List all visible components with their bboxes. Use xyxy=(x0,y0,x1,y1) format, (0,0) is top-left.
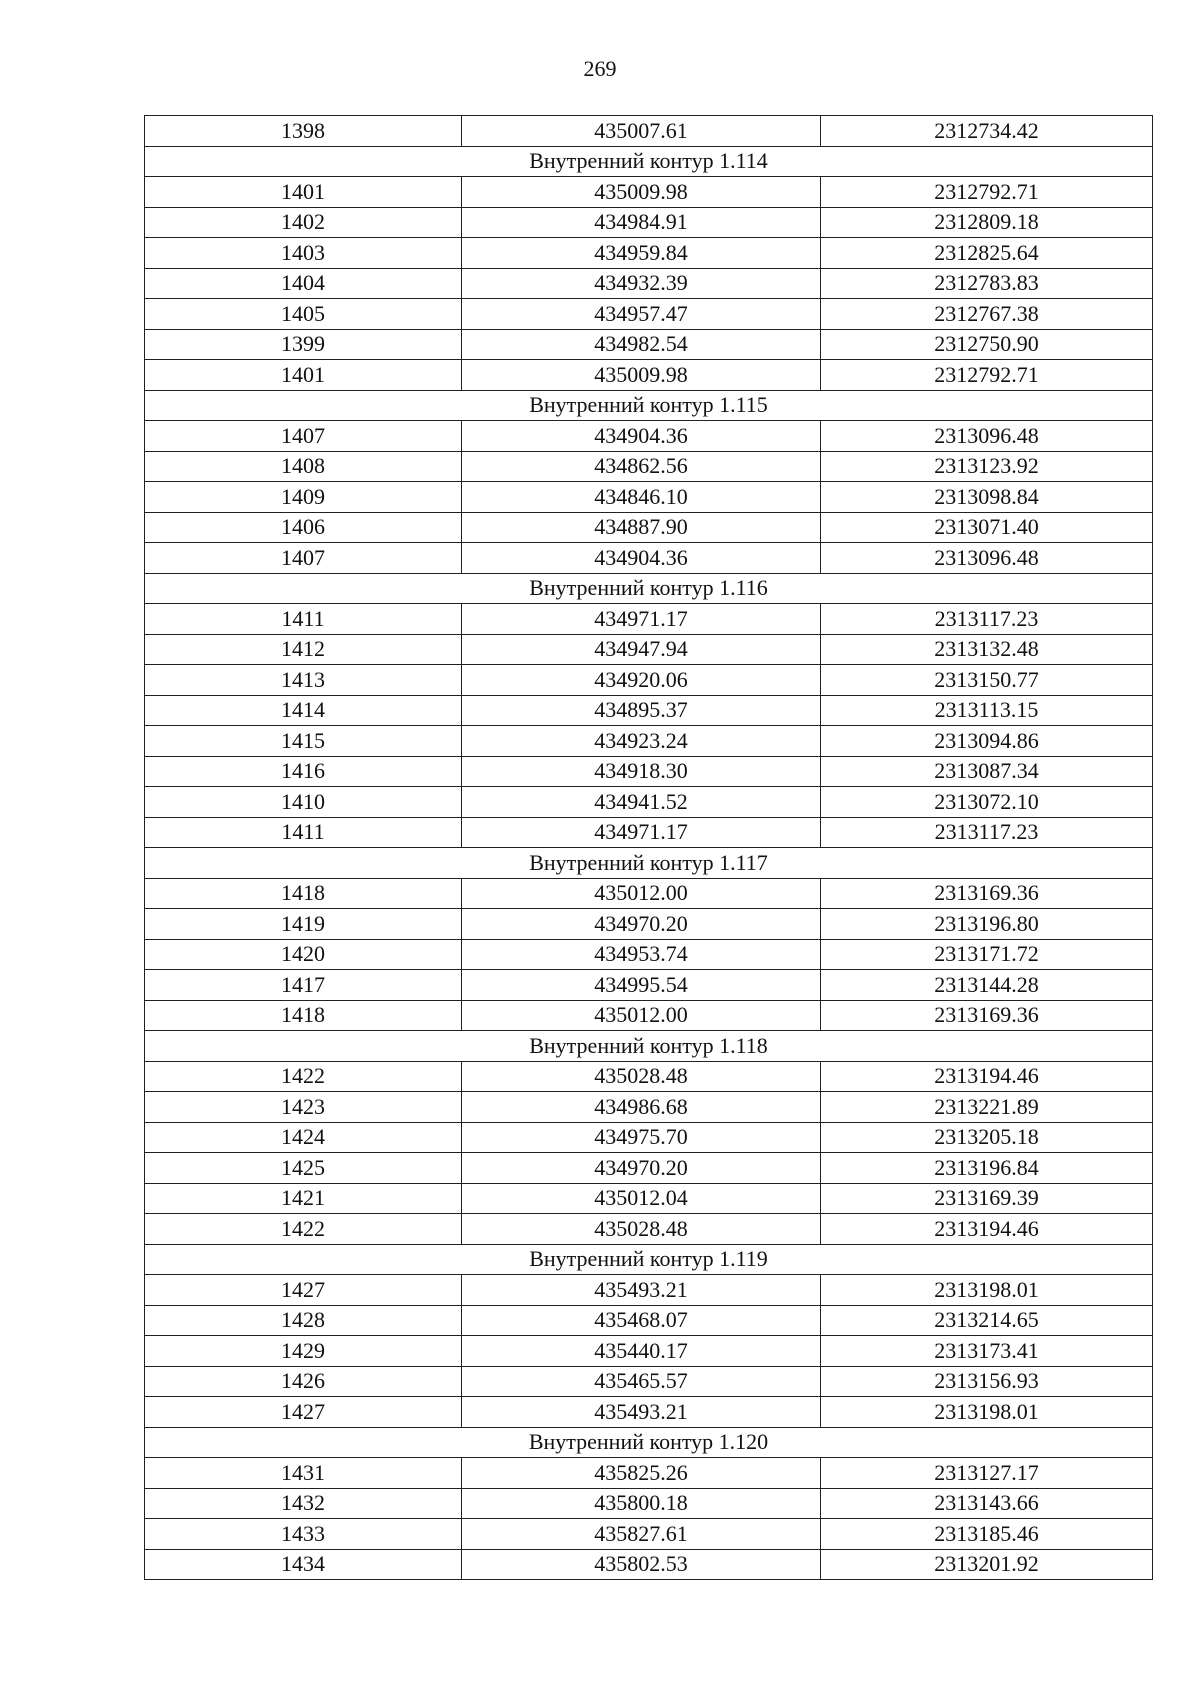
contour-header-row xyxy=(145,1427,1153,1458)
y-coordinate-cell: 2313087.34 xyxy=(821,756,1153,787)
table-row xyxy=(145,1397,1153,1428)
y-coordinate-cell: 2313169.36 xyxy=(821,878,1153,909)
y-coordinate-cell: 2313150.77 xyxy=(821,665,1153,696)
table-row xyxy=(145,756,1153,787)
x-coordinate-cell: 434932.39 xyxy=(462,268,821,299)
x-coordinate-cell: 434918.30 xyxy=(462,756,821,787)
point-number-cell: 1412 xyxy=(145,634,462,665)
y-coordinate-cell: 2313143.66 xyxy=(821,1488,1153,1519)
point-number-cell: 1420 xyxy=(145,939,462,970)
table-row xyxy=(145,360,1153,391)
x-coordinate-cell: 435802.53 xyxy=(462,1549,821,1580)
point-number-cell: 1421 xyxy=(145,1183,462,1214)
x-coordinate-cell: 435493.21 xyxy=(462,1275,821,1306)
point-number-cell: 1427 xyxy=(145,1275,462,1306)
y-coordinate-cell: 2313156.93 xyxy=(821,1366,1153,1397)
y-coordinate-cell: 2313096.48 xyxy=(821,543,1153,574)
table-row xyxy=(145,1488,1153,1519)
y-coordinate-cell: 2313198.01 xyxy=(821,1275,1153,1306)
x-coordinate-cell: 434862.56 xyxy=(462,451,821,482)
x-coordinate-cell: 435009.98 xyxy=(462,177,821,208)
point-number-cell: 1429 xyxy=(145,1336,462,1367)
page-number: 269 xyxy=(583,56,617,81)
point-number-cell: 1434 xyxy=(145,1549,462,1580)
table-row xyxy=(145,238,1153,269)
point-number-cell: 1432 xyxy=(145,1488,462,1519)
table-row xyxy=(145,909,1153,940)
coordinates-table-body xyxy=(145,116,1153,1580)
point-number-cell: 1425 xyxy=(145,1153,462,1184)
y-coordinate-cell: 2313123.92 xyxy=(821,451,1153,482)
table-row xyxy=(145,970,1153,1001)
table-row xyxy=(145,207,1153,238)
table-row xyxy=(145,329,1153,360)
y-coordinate-cell: 2312783.83 xyxy=(821,268,1153,299)
y-coordinate-cell: 2313198.01 xyxy=(821,1397,1153,1428)
y-coordinate-cell: 2313201.92 xyxy=(821,1549,1153,1580)
contour-header-row xyxy=(145,573,1153,604)
point-number-cell: 1433 xyxy=(145,1519,462,1550)
point-number-cell: 1399 xyxy=(145,329,462,360)
y-coordinate-cell: 2313169.36 xyxy=(821,1000,1153,1031)
point-number-cell: 1423 xyxy=(145,1092,462,1123)
x-coordinate-cell: 434887.90 xyxy=(462,512,821,543)
x-coordinate-cell: 435440.17 xyxy=(462,1336,821,1367)
x-coordinate-cell: 434920.06 xyxy=(462,665,821,696)
x-coordinate-cell: 434975.70 xyxy=(462,1122,821,1153)
x-coordinate-cell: 435493.21 xyxy=(462,1397,821,1428)
table-row xyxy=(145,1092,1153,1123)
y-coordinate-cell: 2313071.40 xyxy=(821,512,1153,543)
point-number-cell: 1426 xyxy=(145,1366,462,1397)
contour-header-row xyxy=(145,1031,1153,1062)
contour-title: Внутренний контур 1.118 xyxy=(145,1031,1153,1062)
table-row xyxy=(145,726,1153,757)
contour-header-row xyxy=(145,146,1153,177)
y-coordinate-cell: 2313094.86 xyxy=(821,726,1153,757)
contour-header-row xyxy=(145,1244,1153,1275)
x-coordinate-cell: 434971.17 xyxy=(462,817,821,848)
y-coordinate-cell: 2313171.72 xyxy=(821,939,1153,970)
contour-title: Внутренний контур 1.115 xyxy=(145,390,1153,421)
x-coordinate-cell: 434904.36 xyxy=(462,543,821,574)
contour-title: Внутренний контур 1.116 xyxy=(145,573,1153,604)
x-coordinate-cell: 434959.84 xyxy=(462,238,821,269)
table-row xyxy=(145,1305,1153,1336)
y-coordinate-cell: 2313117.23 xyxy=(821,817,1153,848)
point-number-cell: 1409 xyxy=(145,482,462,513)
y-coordinate-cell: 2313194.46 xyxy=(821,1214,1153,1245)
y-coordinate-cell: 2313096.48 xyxy=(821,421,1153,452)
y-coordinate-cell: 2313098.84 xyxy=(821,482,1153,513)
table-row xyxy=(145,543,1153,574)
y-coordinate-cell: 2312750.90 xyxy=(821,329,1153,360)
contour-title: Внутренний контур 1.119 xyxy=(145,1244,1153,1275)
y-coordinate-cell: 2312825.64 xyxy=(821,238,1153,269)
table-row xyxy=(145,1366,1153,1397)
table-row xyxy=(145,299,1153,330)
point-number-cell: 1411 xyxy=(145,604,462,635)
point-number-cell: 1410 xyxy=(145,787,462,818)
x-coordinate-cell: 434904.36 xyxy=(462,421,821,452)
table-row xyxy=(145,177,1153,208)
point-number-cell: 1418 xyxy=(145,878,462,909)
point-number-cell: 1422 xyxy=(145,1061,462,1092)
x-coordinate-cell: 434846.10 xyxy=(462,482,821,513)
x-coordinate-cell: 434970.20 xyxy=(462,909,821,940)
table-row xyxy=(145,451,1153,482)
x-coordinate-cell: 434971.17 xyxy=(462,604,821,635)
table-row xyxy=(145,1458,1153,1489)
table-row xyxy=(145,116,1153,147)
x-coordinate-cell: 434947.94 xyxy=(462,634,821,665)
table-row xyxy=(145,665,1153,696)
table-row xyxy=(145,1214,1153,1245)
table-row xyxy=(145,878,1153,909)
y-coordinate-cell: 2312792.71 xyxy=(821,360,1153,391)
point-number-cell: 1418 xyxy=(145,1000,462,1031)
point-number-cell: 1428 xyxy=(145,1305,462,1336)
point-number-cell: 1406 xyxy=(145,512,462,543)
y-coordinate-cell: 2313173.41 xyxy=(821,1336,1153,1367)
point-number-cell: 1398 xyxy=(145,116,462,147)
table-row xyxy=(145,817,1153,848)
y-coordinate-cell: 2313113.15 xyxy=(821,695,1153,726)
y-coordinate-cell: 2312792.71 xyxy=(821,177,1153,208)
y-coordinate-cell: 2312734.42 xyxy=(821,116,1153,147)
x-coordinate-cell: 434984.91 xyxy=(462,207,821,238)
point-number-cell: 1404 xyxy=(145,268,462,299)
x-coordinate-cell: 435009.98 xyxy=(462,360,821,391)
y-coordinate-cell: 2313196.80 xyxy=(821,909,1153,940)
coordinates-table xyxy=(144,115,1153,1580)
x-coordinate-cell: 434941.52 xyxy=(462,787,821,818)
point-number-cell: 1419 xyxy=(145,909,462,940)
x-coordinate-cell: 434957.47 xyxy=(462,299,821,330)
x-coordinate-cell: 434923.24 xyxy=(462,726,821,757)
y-coordinate-cell: 2313117.23 xyxy=(821,604,1153,635)
contour-title: Внутренний контур 1.117 xyxy=(145,848,1153,879)
x-coordinate-cell: 434982.54 xyxy=(462,329,821,360)
table-row xyxy=(145,1153,1153,1184)
table-row xyxy=(145,1183,1153,1214)
x-coordinate-cell: 435825.26 xyxy=(462,1458,821,1489)
table-row xyxy=(145,1122,1153,1153)
table-row xyxy=(145,1275,1153,1306)
point-number-cell: 1413 xyxy=(145,665,462,696)
point-number-cell: 1424 xyxy=(145,1122,462,1153)
y-coordinate-cell: 2313194.46 xyxy=(821,1061,1153,1092)
x-coordinate-cell: 435012.00 xyxy=(462,878,821,909)
y-coordinate-cell: 2312767.38 xyxy=(821,299,1153,330)
contour-title: Внутренний контур 1.120 xyxy=(145,1427,1153,1458)
x-coordinate-cell: 434953.74 xyxy=(462,939,821,970)
contour-header-row xyxy=(145,390,1153,421)
x-coordinate-cell: 435465.57 xyxy=(462,1366,821,1397)
y-coordinate-cell: 2313072.10 xyxy=(821,787,1153,818)
table-row xyxy=(145,512,1153,543)
table-row xyxy=(145,634,1153,665)
point-number-cell: 1411 xyxy=(145,817,462,848)
table-row xyxy=(145,1336,1153,1367)
y-coordinate-cell: 2313221.89 xyxy=(821,1092,1153,1123)
table-row xyxy=(145,695,1153,726)
y-coordinate-cell: 2313144.28 xyxy=(821,970,1153,1001)
point-number-cell: 1408 xyxy=(145,451,462,482)
point-number-cell: 1415 xyxy=(145,726,462,757)
contour-header-row xyxy=(145,848,1153,879)
y-coordinate-cell: 2313132.48 xyxy=(821,634,1153,665)
table-row xyxy=(145,482,1153,513)
x-coordinate-cell: 434995.54 xyxy=(462,970,821,1001)
table-row xyxy=(145,939,1153,970)
point-number-cell: 1427 xyxy=(145,1397,462,1428)
y-coordinate-cell: 2313169.39 xyxy=(821,1183,1153,1214)
x-coordinate-cell: 435012.04 xyxy=(462,1183,821,1214)
point-number-cell: 1403 xyxy=(145,238,462,269)
x-coordinate-cell: 435468.07 xyxy=(462,1305,821,1336)
point-number-cell: 1401 xyxy=(145,177,462,208)
y-coordinate-cell: 2313205.18 xyxy=(821,1122,1153,1153)
table-row xyxy=(145,1549,1153,1580)
table-row xyxy=(145,1000,1153,1031)
x-coordinate-cell: 435800.18 xyxy=(462,1488,821,1519)
table-row xyxy=(145,1519,1153,1550)
point-number-cell: 1431 xyxy=(145,1458,462,1489)
point-number-cell: 1422 xyxy=(145,1214,462,1245)
point-number-cell: 1414 xyxy=(145,695,462,726)
point-number-cell: 1402 xyxy=(145,207,462,238)
y-coordinate-cell: 2312809.18 xyxy=(821,207,1153,238)
x-coordinate-cell: 435028.48 xyxy=(462,1214,821,1245)
point-number-cell: 1405 xyxy=(145,299,462,330)
x-coordinate-cell: 435028.48 xyxy=(462,1061,821,1092)
table-row xyxy=(145,268,1153,299)
contour-title: Внутренний контур 1.114 xyxy=(145,146,1153,177)
x-coordinate-cell: 434970.20 xyxy=(462,1153,821,1184)
y-coordinate-cell: 2313214.65 xyxy=(821,1305,1153,1336)
table-row xyxy=(145,421,1153,452)
point-number-cell: 1401 xyxy=(145,360,462,391)
point-number-cell: 1407 xyxy=(145,543,462,574)
y-coordinate-cell: 2313185.46 xyxy=(821,1519,1153,1550)
x-coordinate-cell: 435012.00 xyxy=(462,1000,821,1031)
y-coordinate-cell: 2313127.17 xyxy=(821,1458,1153,1489)
x-coordinate-cell: 435007.61 xyxy=(462,116,821,147)
y-coordinate-cell: 2313196.84 xyxy=(821,1153,1153,1184)
x-coordinate-cell: 435827.61 xyxy=(462,1519,821,1550)
point-number-cell: 1407 xyxy=(145,421,462,452)
table-row xyxy=(145,1061,1153,1092)
x-coordinate-cell: 434895.37 xyxy=(462,695,821,726)
point-number-cell: 1417 xyxy=(145,970,462,1001)
table-row xyxy=(145,604,1153,635)
table-row xyxy=(145,787,1153,818)
point-number-cell: 1416 xyxy=(145,756,462,787)
x-coordinate-cell: 434986.68 xyxy=(462,1092,821,1123)
